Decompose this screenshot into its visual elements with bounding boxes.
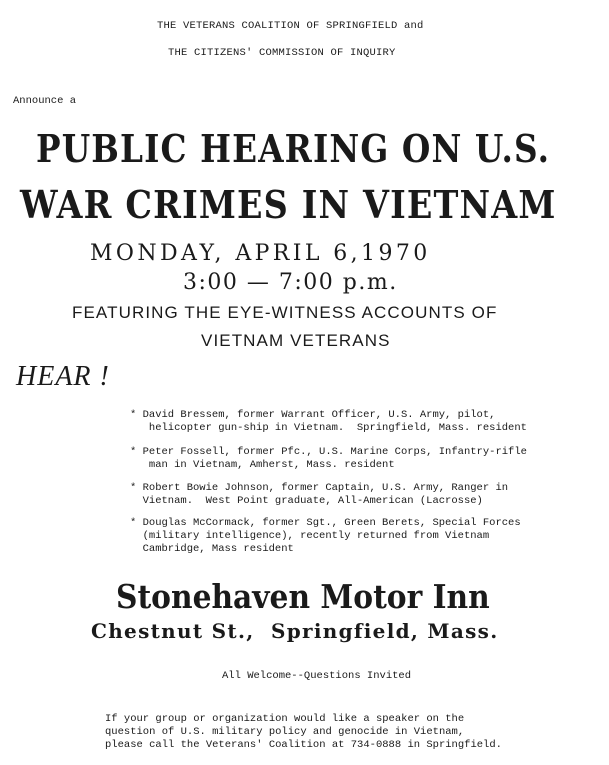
featuring-line-1: FEATURING THE EYE-WITNESS ACCOUNTS OF	[72, 303, 498, 322]
title-line-2: WAR CRIMES IN VIETNAM	[20, 182, 557, 227]
organizer-line-1: THE VETERANS COALITION OF SPRINGFIELD and	[157, 20, 424, 32]
event-time: 3:00 — 7:00 p.m.	[183, 270, 398, 295]
speaker-entry-1: * David Bressem, former Warrant Officer, U.S. Army, pilot, helicopter gun-ship in Vietnam. Springfield, Mass. resident	[130, 409, 527, 434]
welcome-text: All Welcome--Questions Invited	[222, 670, 412, 682]
footer-contact-text: If your group or organization would like a speaker on the question of U.S. military policy and genocide in Vietnam, please call the Veterans' Coalition at 734-0888 in Springfield.	[105, 713, 502, 751]
venue-address: Chestnut St., Springfield, Mass.	[91, 619, 499, 643]
featuring-line-2: VIETNAM VETERANS	[201, 331, 391, 350]
event-date: MONDAY, APRIL 6,1970	[90, 241, 431, 266]
venue-name: Stonehaven Motor Inn	[116, 577, 490, 616]
announce-text: Announce a	[13, 95, 77, 107]
title-line-1: PUBLIC HEARING ON U.S.	[36, 126, 551, 171]
speaker-entry-4: * Douglas McCormack, former Sgt., Green Berets, Special Forces (military intelligence), recently returned from Vietnam Cambridge, Mass resident	[130, 517, 521, 555]
hear-heading: HEAR !	[16, 361, 110, 392]
organizer-line-2: THE CITIZENS' COMMISSION OF INQUIRY	[168, 47, 396, 59]
speaker-entry-2: * Peter Fossell, former Pfc., U.S. Marine Corps, Infantry-rifle man in Vietnam, Amherst, Mass. resident	[130, 446, 527, 471]
speaker-entry-3: * Robert Bowie Johnson, former Captain, U.S. Army, Ranger in Vietnam. West Point graduate, All-American (Lacrosse)	[130, 482, 509, 507]
